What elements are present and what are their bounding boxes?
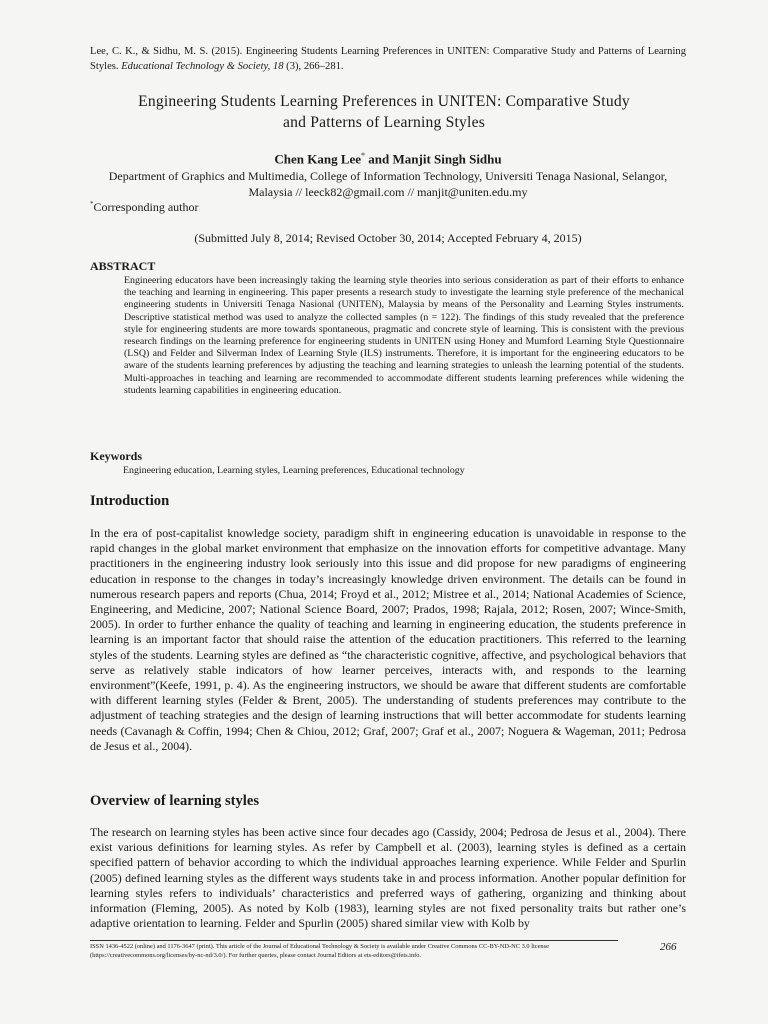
citation-text: Lee, C. K., & Sidhu, M. S. (2015). Engineering Students Learning Preferences in UNITEN: Comparative Study and Patterns of Learning Styles. bbox=[90, 46, 686, 72]
abstract-text: Engineering educators have been increasingly taking the learning style theories into serious consideration as part of their efforts to enhance the teaching and learning in engineering. This paper presents a research study to investigate the learning style preference of the mechanical engineering students in Universiti Tenaga Nasional (UNITEN), Malaysia by means of the Personality and Learning Styles instruments. Descriptive statistical method was used to analyze the collected samples (n = 122). The findings of this study revealed that the preference style for engineering students are more towards spontaneous, pragmatic and concrete style of learning. This is consistent with the previous research findings on the learning preference for engineering students in UNITEN using Honey and Mumford Learning Style Questionnaire (LSQ) and Felder and Silverman Index of Learning Style (ILS) instruments. Therefore, it is important for the engineering educators to be aware of the students learning preferences by adjusting the teaching and learning strategies to unleash the learning potential of the students. Multi-approaches in teaching and learning are recommended to accommodate different students learning preferences while widening the students learning capabilities in engineering education. bbox=[124, 275, 684, 396]
license-footnote: ISSN 1436-4522 (online) and 1176-3647 (print). This article of the Journal of Educational Technology & Society is available under Creative Commons CC-BY-ND-NC 3.0 license (https://creativecommons.org/licenses/by-nc-nd/3.0/). For further queries, please contact Journal Editors at ets-editors@ifets.info. bbox=[90, 943, 549, 959]
abstract-heading: ABSTRACT bbox=[90, 259, 156, 273]
overview-heading: Overview of learning styles bbox=[90, 793, 260, 809]
submission-dates: (Submitted July 8, 2014; Revised October 30, 2014; Accepted February 4, 2015) bbox=[194, 231, 582, 245]
author-list bbox=[90, 151, 686, 167]
title-line-2: and Patterns of Learning Styles bbox=[283, 114, 485, 131]
introduction-paragraph: In the era of post-capitalist knowledge society, paradigm shift in engineering education is unavoidable in response to the rapid changes in the global market environment that emphasize on the innovation efforts for competitive advantage. Many practitioners in the engineering industry look seriously into this issue and did propose for new paradigms of engineering education in response to the changes in today’s increasingly knowledge driven environment. The details can be found in numerous research papers and reports (Chua, 2014; Froyd et al., 2012; Mistree et al., 2014; National Academies of Science, Engineering, and Medicine, 2007; National Science Board, 2007; Prados, 1998; Rajala, 2012; Rosen, 2007; Wince-Smith, 2005). In order to further enhance the quality of teaching and learning in engineering education, the students preference in learning is an important factor that should raise the attention of the education practitioners. This referred to the learning styles of the students. Learning styles are defined as “the characteristic cognitive, affective, and psychological behaviors that serve as relatively stable indicators of how learner perceives, interacts with, and responds to the learning environment”(Keefe, 1991, p. 4). As the engineering instructors, we should be aware that different students are comfortable with different learning styles (Felder & Brent, 2005). The understanding of students preferences may contribute to the adjustment of teaching strategies and the design of learning instructions that will better accommodate for students learning needs (Cavanagh & Coffin, 1994; Chen & Chiou, 2012; Graf, 2007; Graf et al., 2007; Noguera & Wageman, 2011; Pedrosa de Jesus et al., 2004). bbox=[90, 526, 686, 753]
affiliation-line-1: Department of Graphics and Multimedia, College of Information Technology, Universiti Tenaga Nasional, Selangor, bbox=[108, 169, 668, 183]
keywords-text: Engineering education, Learning styles, Learning preferences, Educational technology bbox=[123, 465, 465, 476]
introduction-heading: Introduction bbox=[90, 493, 170, 509]
author-2: Manjit Singh Sidhu bbox=[392, 151, 502, 167]
footnote-divider bbox=[90, 940, 618, 941]
paper-title bbox=[80, 91, 688, 133]
title-line-1: Engineering Students Learning Preferences in UNITEN: Comparative Study bbox=[138, 93, 630, 110]
citation-header bbox=[90, 44, 686, 74]
overview-paragraph: The research on learning styles has been active since four decades ago (Cassidy, 2004; Pedrosa de Jesus et al., 2004). There exist various definitions for learning styles. As refer by Campbell et al. (2003), learning styles is defined as a certain specified pattern of behavior according to which the individual approaches learning experience. While Felder and Spurlin (2005) defined learning styles as the different ways students take in and process information. Another popular definition for learning styles refers to individuals’ characteristics and preferred ways of gathering, organizing and thinking about information (Fleming, 2005). As noted by Kolb (1983), learning styles are not fixed personality traits but rather one’s adaptive orientation to learning. Felder and Spurlin (2005) shared similar view with Kolb by bbox=[90, 825, 686, 931]
corresponding-author-note bbox=[90, 200, 198, 215]
citation-journal: Educational Technology & Society, 18 bbox=[121, 61, 284, 72]
corresponding-note-text: Corresponding author bbox=[93, 200, 199, 214]
author-joiner: and bbox=[365, 151, 393, 167]
corresponding-mark: * bbox=[361, 151, 366, 160]
citation-issue: (3), 266–281. bbox=[283, 61, 344, 72]
corresponding-note-mark: * bbox=[90, 200, 94, 208]
affiliation-line-2: Malaysia // leeck82@gmail.com // manjit@uniten.edu.my bbox=[248, 185, 528, 199]
author-1: Chen Kang Lee bbox=[274, 151, 362, 167]
affiliation bbox=[90, 168, 686, 200]
page-number: 266 bbox=[660, 941, 677, 953]
keywords-heading: Keywords bbox=[90, 449, 142, 463]
